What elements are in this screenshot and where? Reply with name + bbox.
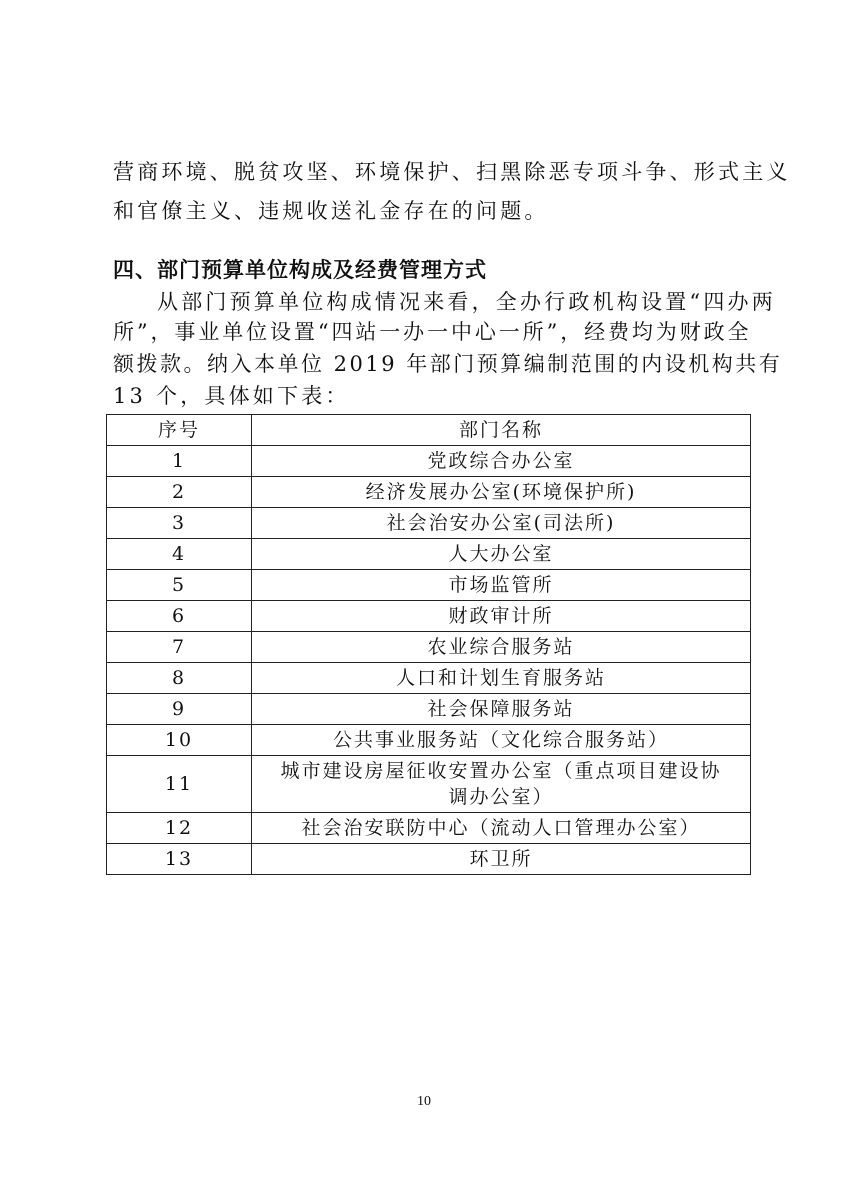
paragraph-line: 营商环境、脱贫攻坚、环境保护、扫黑除恶专项斗争、形式主义 [113, 160, 791, 184]
row-department-name: 社会治安联防中心（流动人口管理办公室） [252, 813, 751, 844]
table-row [107, 663, 751, 694]
column-header-name: 部门名称 [252, 415, 751, 446]
row-number: 6 [107, 601, 252, 632]
row-department-name: 社会保障服务站 [252, 694, 751, 725]
row-number: 11 [107, 756, 252, 813]
table-row [107, 508, 751, 539]
row-department-name: 公共事业服务站（文化综合服务站） [252, 725, 751, 756]
paragraph-line: 所”，事业单位设置“四站一办一中心一所”，经费均为财政全 [113, 320, 752, 344]
table-row [107, 844, 751, 875]
row-department-name: 农业综合服务站 [252, 632, 751, 663]
row-department-name: 经济发展办公室(环境保护所) [252, 477, 751, 508]
row-department-name: 财政审计所 [252, 601, 751, 632]
table-header-row [107, 415, 751, 446]
table-row [107, 446, 751, 477]
row-department-name [252, 756, 751, 813]
row-department-name: 市场监管所 [252, 570, 751, 601]
table-row [107, 632, 751, 663]
row-number: 3 [107, 508, 252, 539]
paragraph-line: 从部门预算单位构成情况来看，全办行政机构设置“四办两 [157, 290, 776, 314]
table-row [107, 813, 751, 844]
table-row [107, 694, 751, 725]
row-department-name: 人口和计划生育服务站 [252, 663, 751, 694]
row-number: 10 [107, 725, 252, 756]
paragraph-line: 和官僚主义、违规收送礼金存在的问题。 [113, 199, 549, 223]
column-header-number: 序号 [107, 415, 252, 446]
row-department-name: 党政综合办公室 [252, 446, 751, 477]
paragraph-line: 13 个，具体如下表： [113, 384, 350, 408]
table-row [107, 477, 751, 508]
department-table [106, 414, 751, 875]
row-department-name: 人大办公室 [252, 539, 751, 570]
row-number: 8 [107, 663, 252, 694]
row-department-name: 环卫所 [252, 844, 751, 875]
row-number: 7 [107, 632, 252, 663]
row-department-name: 社会治安办公室(司法所) [252, 508, 751, 539]
page-number: 10 [417, 1094, 431, 1109]
row-number: 5 [107, 570, 252, 601]
row-number: 2 [107, 477, 252, 508]
section-heading: 四、部门预算单位构成及经费管理方式 [113, 258, 487, 282]
row-department-name-line: 城市建设房屋征收安置办公室（重点项目建设协 [280, 760, 722, 782]
row-department-name-line: 调办公室） [448, 786, 554, 808]
row-number: 13 [107, 844, 252, 875]
row-number: 9 [107, 694, 252, 725]
table-row [107, 539, 751, 570]
table-row [107, 725, 751, 756]
row-number: 12 [107, 813, 252, 844]
table-row [107, 570, 751, 601]
table-row [107, 756, 751, 813]
row-number: 4 [107, 539, 252, 570]
paragraph-line: 额拨款。纳入本单位 2019 年部门预算编制范围的内设机构共有 [113, 352, 783, 376]
row-number: 1 [107, 446, 252, 477]
table-row [107, 601, 751, 632]
